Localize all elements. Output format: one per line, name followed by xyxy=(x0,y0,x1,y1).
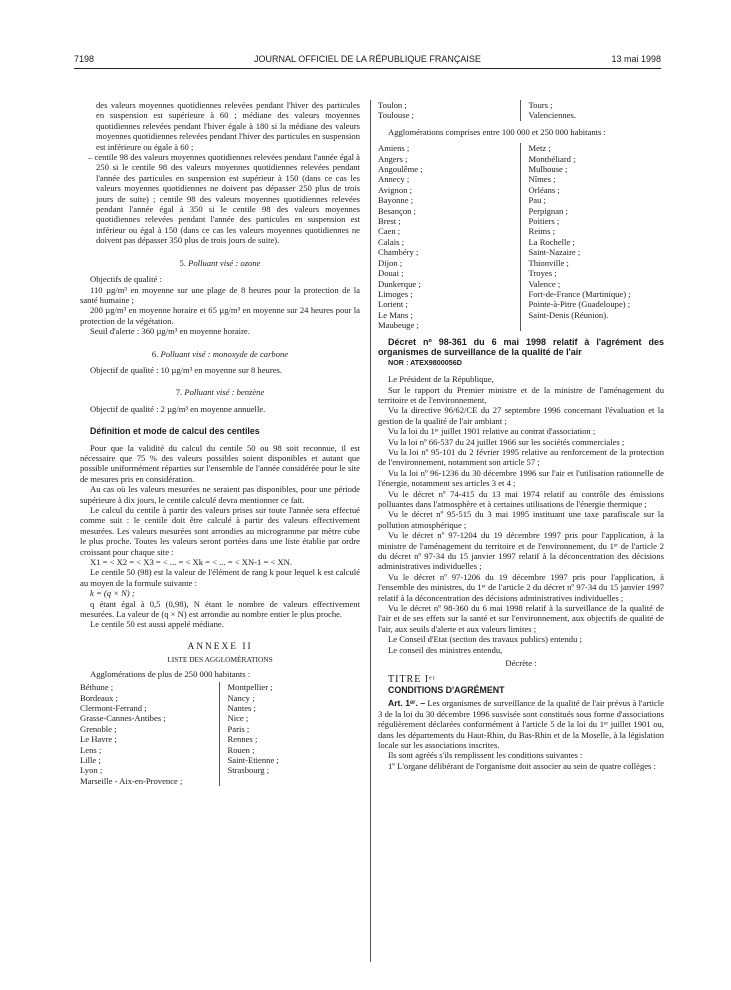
list-item: Grasse-Cannes-Antibes ; xyxy=(80,713,166,724)
def-para: Le calcul du centile à partir des valeurs prises sur toute l'année sera effectué comme suit : le centile doit être calculé à partir des valeurs effectivement mesurées. Les valeurs mesurées sont arrondies au microgramme par mètre cube le plus proche. Toutes les valeurs seront portées dans une liste établie par ordre croissant pour chaque site : xyxy=(80,505,360,557)
list-item: Annecy ; xyxy=(378,174,410,185)
list-item: Lille ; xyxy=(80,754,101,765)
list-item: Le Mans ; xyxy=(378,309,413,320)
decree-para: Vu le décret nº 74-415 du 13 mai 1974 relatif au contrôle des émissions polluantes dans l'atmosphère et à certaines utilisations de l'énergie thermique ; xyxy=(378,488,664,509)
list-item: Nancy ; xyxy=(227,692,255,703)
s7-para: Objectif de qualité : 2 µg/m³ en moyenne annuelle. xyxy=(90,403,266,414)
list-item: Lorient ; xyxy=(378,299,408,310)
annexe-subtitle: LISTE DES AGGLOMÉRATIONS xyxy=(167,655,273,665)
list-item: Valence ; xyxy=(528,278,561,289)
list-item: Avignon ; xyxy=(378,184,412,195)
list-item: Dijon ; xyxy=(378,257,403,268)
list-item: Pointe-à-Pitre (Guadeloupe) ; xyxy=(528,299,631,310)
list-item: La Rochelle ; xyxy=(528,236,575,247)
list-item: Toulouse ; xyxy=(378,110,414,121)
list-item: Thionville ; xyxy=(528,257,569,268)
list-item: Bordeaux ; xyxy=(80,692,118,703)
s6-para: Objectif de qualité : 10 µg/m³ en moyenne sur 8 heures. xyxy=(90,364,283,375)
list-item: Angers ; xyxy=(378,153,408,164)
right-column xyxy=(378,100,664,771)
big-cities-list xyxy=(80,682,360,786)
list-item: Strasbourg ; xyxy=(227,765,270,776)
list-item: Maubeuge ; xyxy=(378,320,419,331)
def-para: Le centile 50 est aussi appelé médiane. xyxy=(90,619,224,630)
list-item: Tours ; xyxy=(528,100,553,110)
header-rule xyxy=(74,68,661,69)
list-item: Calais ; xyxy=(378,236,405,247)
article-1-para: 1º L'organe délibérant de l'organisme doit associer au sein de quatre collèges : xyxy=(388,760,656,771)
list-item: Lens ; xyxy=(80,744,102,755)
decree-para: Le Conseil d'Etat (section des travaux publics) entendu ; xyxy=(388,634,582,645)
list-item: Rouen ; xyxy=(227,744,255,755)
decree-para: Le conseil des ministres entendu, xyxy=(388,644,503,655)
list-item: Saint-Nazaire ; xyxy=(528,247,581,258)
list-item: Béthune ; xyxy=(80,682,114,693)
def-para: Pour que la validité du calcul du centile 50 ou 98 soit reconnue, il est nécessaire que 75 % des valeurs possibles soient disponibles et autant que possible uniformément réparties sur l'ensemble de l'année considérée pour le site de mesures pris en considération. xyxy=(80,442,360,484)
list-item: Fort-de-France (Martinique) ; xyxy=(528,288,631,299)
mid-intro: Agglomérations comprises entre 100 000 et 250 000 habitants : xyxy=(388,126,606,137)
list-item: Nice ; xyxy=(227,713,249,724)
list-item: Reims ; xyxy=(528,226,555,237)
list-item: Angoulême ; xyxy=(378,164,423,175)
def-k: k = (q × N) ; xyxy=(90,588,135,599)
page-header xyxy=(74,54,661,68)
list-item: Poitiers ; xyxy=(528,216,560,227)
decrete: Décrète : xyxy=(505,658,537,669)
list-item: Troyes ; xyxy=(528,268,557,279)
mid-cities-list xyxy=(378,143,664,330)
column-divider xyxy=(370,100,371,962)
list-item: Amiens ; xyxy=(378,143,410,154)
decree-para: Vu la loi nº 66-537 du 24 juillet 1966 sur les sociétés commerciales ; xyxy=(388,436,625,447)
section-7-title: 7. Polluant visé : benzène xyxy=(175,387,265,398)
list-item: Montbéliard ; xyxy=(528,153,576,164)
page-number: 7198 xyxy=(74,54,95,64)
article-1: Art. 1ᵉʳ. – Les organismes de surveillance de la qualité de l'air prévus à l'article 3 de la loi du 30 décembre 1996 susvisée sont constitués sous forme d'associations régulièrement déclarées conformément à l'article 5 de la loi du 1ᵉʳ juillet 1901 ou, dans les départements du Haut-Rhin, du Bas-Rhin et de la Moselle, à la législation locale sur les associations inscrites. xyxy=(378,698,664,750)
left-column xyxy=(80,100,360,786)
dash-item: – centile 98 des valeurs moyennes quotidiennes relevées pendant l'année égal à 250 si le centile 98 des valeurs moyennes quotidiennes relevées pendant l'année des particules en suspension est supérieur à 150 (dans ce cas les valeurs moyennes quotidiennes ne doivent pas dépasser 250 plus de trois jours de suite) ; centile 98 des valeurs moyennes quotidiennes relevées pendant l'année égal à 350 si le centile 98 des valeurs moyennes quotidiennes relevées pendant l'année des particules en suspension est inférieur ou égal à 150 (dans ce cas les valeurs moyennes quotidiennes ne doivent pas dépasser 350 plus de trois jours de suite). xyxy=(88,152,360,246)
list-item: Saint-Denis (Réunion). xyxy=(528,309,609,320)
decree-para: Vu la loi du 1ᵉʳ juillet 1901 relative au contrat d'association ; xyxy=(388,426,596,437)
decree-para: Vu le décret nº 97-1204 du 19 décembre 1997 pris pour l'application, à la ministre de l'aménagement du territoire et de l'environnement, du 1ᵉʳ de l'article 2 du décret nº 97-34 du 15 janvier 1997 relatif à la déconcentration des décisions administratives individuelles ; xyxy=(378,530,664,572)
annexe-intro: Agglomérations de plus de 250 000 habitants : xyxy=(90,668,251,679)
journal-title: JOURNAL OFFICIEL DE LA RÉPUBLIQUE FRANÇAISE xyxy=(254,54,481,64)
decree-para: Vu le décret nº 95-515 du 3 mai 1995 instituant une taxe parafiscale sur la pollution atmosphérique ; xyxy=(378,509,664,530)
list-item: Grenoble ; xyxy=(80,723,117,734)
section-5-title: 5. Polluant visé : ozone xyxy=(179,257,261,268)
article-1-para: Ils sont agréés s'ils remplissent les conditions suivantes : xyxy=(388,750,583,761)
list-item: Limoges ; xyxy=(378,288,413,299)
decree-para: Vu le décret nº 98-360 du 6 mai 1998 relatif à la surveillance de la qualité de l'air et de ses effets sur la santé et sur l'environnement, aux objectifs de qualité de l'air, aux seuils d'alerte et aux valeurs limites ; xyxy=(378,603,664,634)
list-item: Caen ; xyxy=(378,226,401,237)
list-item: Saint-Etienne ; xyxy=(227,754,279,765)
s5-para: Seuil d'alerte : 360 µg/m³ en moyenne horaire. xyxy=(90,326,250,337)
issue-date: 13 mai 1998 xyxy=(611,54,661,64)
def-para: Le centile 50 (98) est la valeur de l'élément de rang k pour lequel k est calculé au moyen de la formule suivante : xyxy=(80,567,360,588)
list-item: Besançon ; xyxy=(378,205,416,216)
definition-title: Définition et mode de calcul des centiles xyxy=(90,426,260,437)
list-item: Le Havre ; xyxy=(80,734,117,745)
list-item: Lyon ; xyxy=(80,765,103,776)
nor-reference: NOR : ATEX9800056D xyxy=(388,357,462,367)
list-item: Montpellier ; xyxy=(227,682,273,693)
s5-para: 110 µg/m³ en moyenne sur une plage de 8 heures pour la protection de la santé humaine ; xyxy=(80,284,360,305)
intro-paragraph: des valeurs moyennes quotidiennes relevées pendant l'hiver des particules en suspension est supérieure à 60 ; médiane des valeurs moyennes quotidiennes relevées pendant l'hiver égale à 180 si la médiane des valeurs moyennes quotidiennes relevées pendant l'hiver des particules en suspension est inférieure ou égale à 60 ; xyxy=(96,100,360,152)
list-item: Metz ; xyxy=(528,143,551,154)
titre-subtitle: CONDITIONS D'AGRÉMENT xyxy=(388,684,505,695)
list-item: Valenciennes. xyxy=(528,110,576,121)
decree-title: Décret nº 98-361 du 6 mai 1998 relatif à l'agrément des organismes de surveillance de la qualité de l'air xyxy=(378,336,664,358)
list-item: Chambéry ; xyxy=(378,247,419,258)
decree-para: Vu la directive 96/62/CE du 27 septembre 1996 concernant l'évaluation et la gestion de la qualité de l'air ambiant ; xyxy=(378,405,664,426)
list-item: Bayonne ; xyxy=(378,195,414,206)
list-item: Brest ; xyxy=(378,216,401,227)
top-cities-list xyxy=(378,100,664,121)
decree-para: Le Président de la République, xyxy=(388,374,494,385)
titre-heading: TITRE Iᵉʳ xyxy=(388,673,436,685)
list-item: Mulhouse ; xyxy=(528,164,568,175)
def-para: Au cas où les valeurs mesurées ne seraient pas disponibles, pour une période supérieure à dix jours, le centile calculé devra mentionner ce fait. xyxy=(80,484,360,505)
list-item: Paris ; xyxy=(227,723,250,734)
list-item: Nantes ; xyxy=(227,702,256,713)
decree-para: Vu la loi nº 95-101 du 2 février 1995 relative au renforcement de la protection de l'environnement, notamment son article 57 ; xyxy=(378,446,664,468)
decree-para: Vu le décret nº 97-1206 du 19 décembre 1997 pris pour l'application, à l'ensemble des ministres, du 1ᵉʳ de l'article 2 du décret nº 97-34 du 15 janvier 1997 relatif à la déconcentration des décisions administratives individuelles ; xyxy=(378,571,664,603)
decree-para: Sur le rapport du Premier ministre et de la ministre de l'aménagement du territoire et de l'environnement, xyxy=(378,384,664,405)
list-item: Marseille - Aix-en-Provence ; xyxy=(80,775,183,786)
list-item: Perpignan ; xyxy=(528,205,568,216)
s5-para: 200 µg/m³ en moyenne horaire et 65 µg/m³ en moyenne sur 24 heures pour la protection de la végétation. xyxy=(80,305,360,326)
annexe-title: ANNEXE II xyxy=(187,641,253,652)
list-item: Clermont-Ferrand ; xyxy=(80,702,147,713)
list-item: Orléans ; xyxy=(528,184,560,195)
list-item: Rennes ; xyxy=(227,734,258,745)
list-item: Nîmes ; xyxy=(528,174,556,185)
list-item: Dunkerque ; xyxy=(378,278,421,289)
list-item: Toulon ; xyxy=(378,100,407,110)
list-item: Douai ; xyxy=(378,268,404,279)
list-item: Pau ; xyxy=(528,195,546,206)
section-6-title: 6. Polluant visé : monoxyde de carbone xyxy=(151,348,289,359)
decree-para: Vu la loi nº 96-1236 du 30 décembre 1996 sur l'air et l'utilisation rationnelle de l'énergie, notamment ses articles 3 et 4 ; xyxy=(378,467,664,489)
s5-para: Objectifs de qualité : xyxy=(90,274,162,285)
def-para: q étant égal à 0,5 (0,98), N étant le nombre de valeurs effectivement mesurées. La valeur de (q × N) est arrondie au nombre entier le plus proche. xyxy=(80,598,360,620)
def-formula: X1 = < X2 = < X3 = < ... = < Xk = < ... = < XN-1 = < XN. xyxy=(90,557,293,568)
